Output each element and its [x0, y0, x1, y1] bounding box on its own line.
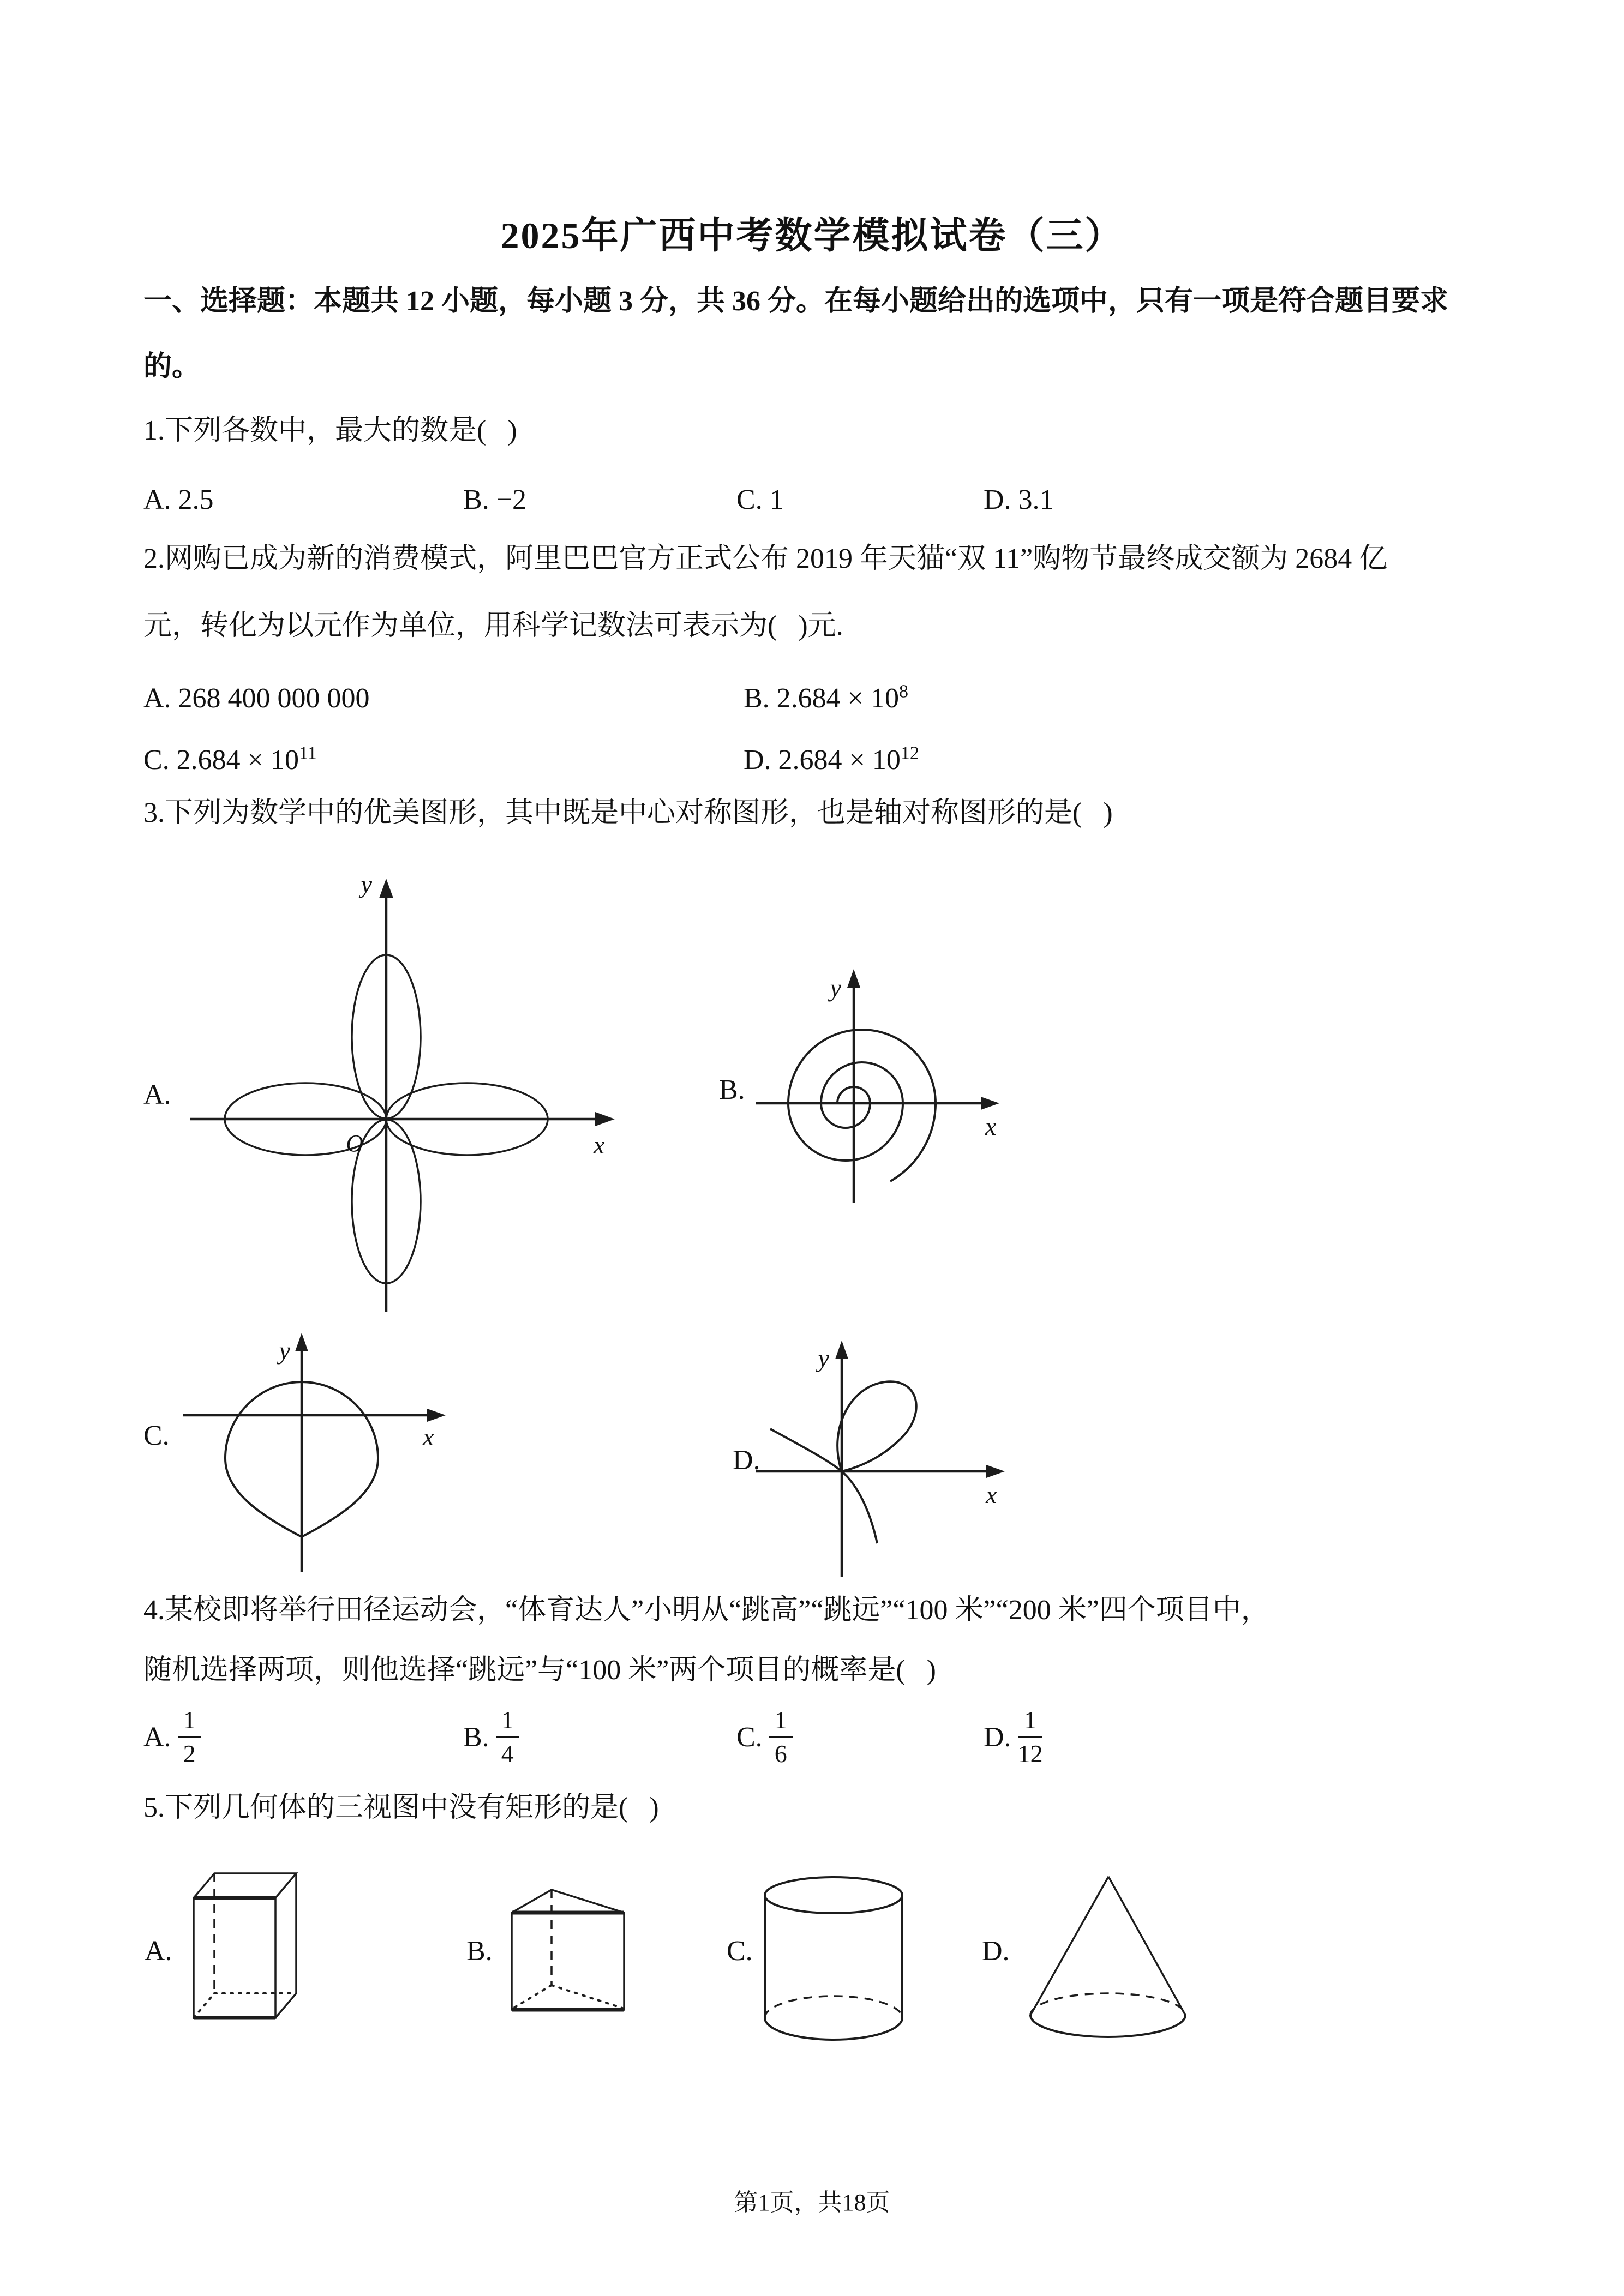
figure-label-q5-d: D.: [982, 1936, 1010, 1967]
figure-q5-b-prism: [458, 1876, 633, 2018]
option-d-exponent: 12: [900, 743, 919, 764]
question-4-option-a: [143, 1706, 201, 1769]
fraction-numerator: 1: [178, 1706, 201, 1738]
fraction-denominator: 2: [183, 1739, 196, 1768]
option-b-value: B. 2.684 × 10: [744, 683, 900, 714]
cone-base-front-arc: [1030, 2015, 1185, 2037]
figure-label-q5-c: C.: [727, 1936, 753, 1967]
option-a-value: A. 268 400 000 000: [143, 683, 370, 714]
x-axis-arrow-icon: [595, 1112, 615, 1126]
prism-top-triangle: [512, 1890, 624, 1913]
section-heading-line2: 的。: [143, 351, 201, 382]
fraction: [1018, 1706, 1043, 1769]
question-4-text-line2: 随机选择两项，则他选择“跳远”与“100 米”两个项目的概率是( ): [143, 1655, 936, 1686]
question-1-option-c: C. 1: [736, 484, 784, 515]
fraction: [178, 1706, 201, 1769]
fraction-denominator: 12: [1017, 1739, 1043, 1768]
question-2-text-line2: 元，转化为以元作为单位，用科学记数法可表示为( )元.: [143, 610, 843, 641]
figure-q5-c-cylinder: [756, 1868, 914, 2048]
y-axis-arrow-icon: [379, 879, 393, 898]
question-1-option-b: B. −2: [463, 484, 527, 515]
folium-branch: [770, 1429, 877, 1543]
question-2-option-a: [143, 681, 370, 716]
prism-hidden-bottom-right-edge: [552, 1985, 622, 2008]
question-4-option-d: [984, 1706, 1043, 1769]
figure-label-q3-d: D.: [733, 1445, 760, 1476]
question-4-option-c: [736, 1706, 793, 1769]
folium-loop: [837, 1381, 916, 1471]
option-letter: A.: [143, 1721, 171, 1753]
y-axis-label: y: [830, 974, 841, 1002]
fraction-denominator: 4: [501, 1739, 514, 1768]
question-3-text: 3.下列为数学中的优美图形，其中既是中心对称图形，也是轴对称图形的是( ): [143, 797, 1113, 828]
question-5-text: 5.下列几何体的三视图中没有矩形的是( ): [143, 1792, 659, 1823]
figure-label-q5-a: A.: [145, 1936, 172, 1967]
figure-label-q3-a: A.: [143, 1079, 171, 1110]
prism-hidden-bottom-left-edge: [513, 1985, 552, 2008]
cylinder-bottom-front-arc: [765, 2018, 902, 2040]
figure-label-q5-b: B.: [466, 1936, 493, 1967]
x-axis-arrow-icon: [981, 1097, 999, 1110]
figure-q5-a-cuboid: [185, 1865, 311, 2029]
cuboid-top-face: [194, 1873, 296, 1898]
x-axis-label: x: [985, 1113, 997, 1140]
cylinder-bottom-hidden-arc: [765, 1996, 902, 2018]
x-axis-label: x: [594, 1131, 605, 1159]
page-footer: 第1页，共18页: [734, 2189, 890, 2216]
figure-q3-a-rose: [180, 870, 622, 1314]
y-axis-label: y: [361, 870, 372, 898]
fraction-numerator: 1: [496, 1706, 519, 1738]
figure-q3-d-folium: [747, 1331, 1020, 1587]
question-1-text: 1.下列各数中，最大的数是( ): [143, 415, 517, 446]
option-d-value: D. 2.684 × 10: [744, 744, 901, 776]
fraction-denominator: 6: [774, 1739, 787, 1768]
y-axis-arrow-icon: [835, 1341, 848, 1359]
option-c-value: C. 2.684 × 10: [143, 744, 299, 776]
fraction-numerator: 1: [1018, 1706, 1042, 1738]
figure-label-q3-c: C.: [143, 1420, 170, 1451]
question-2-option-b: [744, 681, 908, 716]
option-b-exponent: 8: [899, 681, 909, 702]
question-1-option-d: D. 3.1: [984, 484, 1054, 515]
question-2-text-line1: 2.网购已成为新的消费模式，阿里巴巴官方正式公布 2019 年天猫“双 11”购物节最终成交额为 2684 亿: [143, 543, 1388, 574]
origin-label: O: [346, 1130, 363, 1157]
option-c-exponent: 11: [299, 743, 317, 764]
page-title: 2025年广西中考数学模拟试卷（三）: [500, 215, 1124, 256]
question-2-option-d: [744, 742, 919, 778]
question-4-text-line1: 4.某校即将举行田径运动会，“体育达人”小明从“跳高”“跳远”“100 米”“200 米”四个项目中，: [143, 1595, 1269, 1626]
cone-left-side: [1030, 1877, 1108, 2015]
y-axis-label: y: [818, 1344, 829, 1372]
question-1-option-a: A. 2.5: [143, 484, 214, 515]
question-4-option-b: [463, 1706, 519, 1769]
cylinder-top-ellipse: [765, 1877, 902, 1913]
figure-q3-c-circle: [175, 1325, 469, 1587]
fraction-numerator: 1: [769, 1706, 793, 1738]
prism-front-face: [512, 1913, 624, 2010]
option-letter: C.: [736, 1721, 763, 1753]
fraction: [769, 1706, 793, 1769]
x-axis-arrow-icon: [986, 1465, 1005, 1478]
y-axis-arrow-icon: [847, 969, 860, 988]
cone-base-hidden-arc: [1030, 1993, 1185, 2015]
figure-q5-d-cone: [1015, 1868, 1195, 2042]
spiral-curve: [788, 1030, 936, 1181]
y-axis-label: y: [279, 1337, 290, 1365]
cuboid-hidden-depth-edge: [194, 1993, 214, 2018]
fraction: [496, 1706, 519, 1769]
x-axis-label: x: [423, 1423, 434, 1451]
section-heading-line1: 一、选择题：本题共 12 小题，每小题 3 分，共 36 分。在每小题给出的选项中，只有一项是符合题目要求: [143, 286, 1449, 317]
cuboid-front-face: [194, 1898, 275, 2018]
figure-q3-b-spiral: [747, 946, 1020, 1219]
y-axis-arrow-icon: [295, 1333, 308, 1351]
x-axis-label: x: [986, 1481, 997, 1508]
option-letter: B.: [463, 1721, 489, 1753]
option-letter: D.: [984, 1721, 1011, 1753]
question-2-option-c: [143, 742, 317, 778]
x-axis-arrow-icon: [427, 1409, 446, 1422]
figure-label-q3-b: B.: [719, 1074, 745, 1105]
